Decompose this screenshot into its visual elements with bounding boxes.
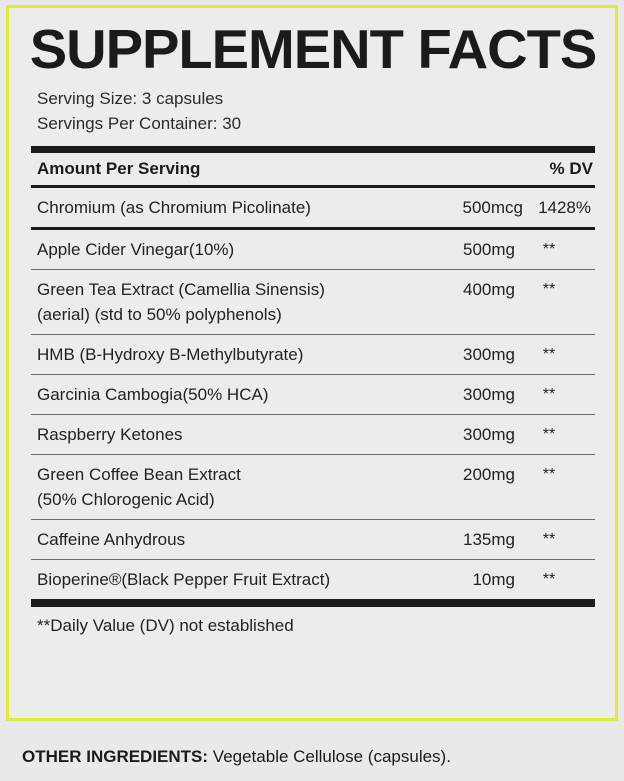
daily-value-footnote: **Daily Value (DV) not established <box>37 616 294 635</box>
divider-top <box>31 146 595 153</box>
serving-size-value: 3 capsules <box>141 89 224 108</box>
table-header-row <box>31 153 595 185</box>
label-border <box>6 5 618 721</box>
ingredient-amount: 300mg <box>463 425 515 444</box>
servings-per-container-label: Servings Per Container: <box>37 114 218 133</box>
serving-size-line <box>37 86 595 111</box>
table-row <box>31 415 595 454</box>
serving-size-label: Serving Size: <box>37 89 138 108</box>
ingredient-dv: ** <box>542 346 556 363</box>
ingredient-amount: 300mg <box>463 345 515 364</box>
other-ingredients-label: OTHER INGREDIENTS: <box>22 747 209 766</box>
ingredient-name: Bioperine®(Black Pepper Fruit Extract) <box>37 570 331 589</box>
ingredient-dv: 1428% <box>538 198 591 217</box>
ingredient-amount: 10mg <box>472 570 515 589</box>
ingredient-name: Raspberry Ketones <box>37 425 183 444</box>
ingredient-name-line1: Green Tea Extract (Camellia Sinensis) <box>37 280 325 299</box>
label-content <box>31 20 595 708</box>
table-row <box>31 520 595 559</box>
ingredient-name-line2: (aerial) (std to 50% polyphenols) <box>37 305 282 324</box>
ingredient-dv: ** <box>542 281 556 298</box>
other-ingredients <box>22 747 608 767</box>
table-row <box>31 230 595 269</box>
table-row <box>31 335 595 374</box>
ingredient-amount: 500mg <box>463 240 515 259</box>
ingredient-name <box>37 462 423 512</box>
ingredient-amount: 300mg <box>463 385 515 404</box>
ingredient-amount: 200mg <box>463 465 515 484</box>
table-row <box>31 455 595 519</box>
ingredient-dv: ** <box>542 531 556 548</box>
ingredient-amount: 500mcg <box>462 198 523 217</box>
percent-dv-header: % DV <box>549 159 593 178</box>
divider-bottom <box>31 599 595 607</box>
table-row <box>31 270 595 334</box>
ingredient-name-line2: (50% Chlorogenic Acid) <box>37 490 215 509</box>
ingredient-dv: ** <box>542 426 556 443</box>
ingredient-name-line1: Green Coffee Bean Extract <box>37 465 241 484</box>
ingredient-amount: 135mg <box>463 530 515 549</box>
amount-per-serving-header: Amount Per Serving <box>37 159 201 178</box>
ingredient-name: Apple Cider Vinegar(10%) <box>37 240 235 259</box>
ingredient-name: Garcinia Cambogia(50% HCA) <box>37 385 269 404</box>
ingredient-name: HMB (B-Hydroxy B-Methylbutyrate) <box>37 345 304 364</box>
ingredient-amount: 400mg <box>463 280 515 299</box>
table-row <box>31 560 595 599</box>
ingredient-name: Caffeine Anhydrous <box>37 530 186 549</box>
ingredient-name: Chromium (as Chromium Picolinate) <box>37 198 311 217</box>
table-row <box>31 188 595 227</box>
page-title: SUPPLEMENT FACTS <box>29 18 597 80</box>
ingredient-name <box>37 277 423 327</box>
ingredient-dv: ** <box>542 571 556 588</box>
servings-per-container-line <box>37 111 595 136</box>
table-row <box>31 375 595 414</box>
ingredient-dv: ** <box>542 386 556 403</box>
ingredient-dv: ** <box>542 241 556 258</box>
servings-per-container-value: 30 <box>222 114 242 133</box>
serving-info <box>37 86 595 136</box>
ingredient-dv: ** <box>542 466 556 483</box>
other-ingredients-value: Vegetable Cellulose (capsules). <box>212 747 451 766</box>
